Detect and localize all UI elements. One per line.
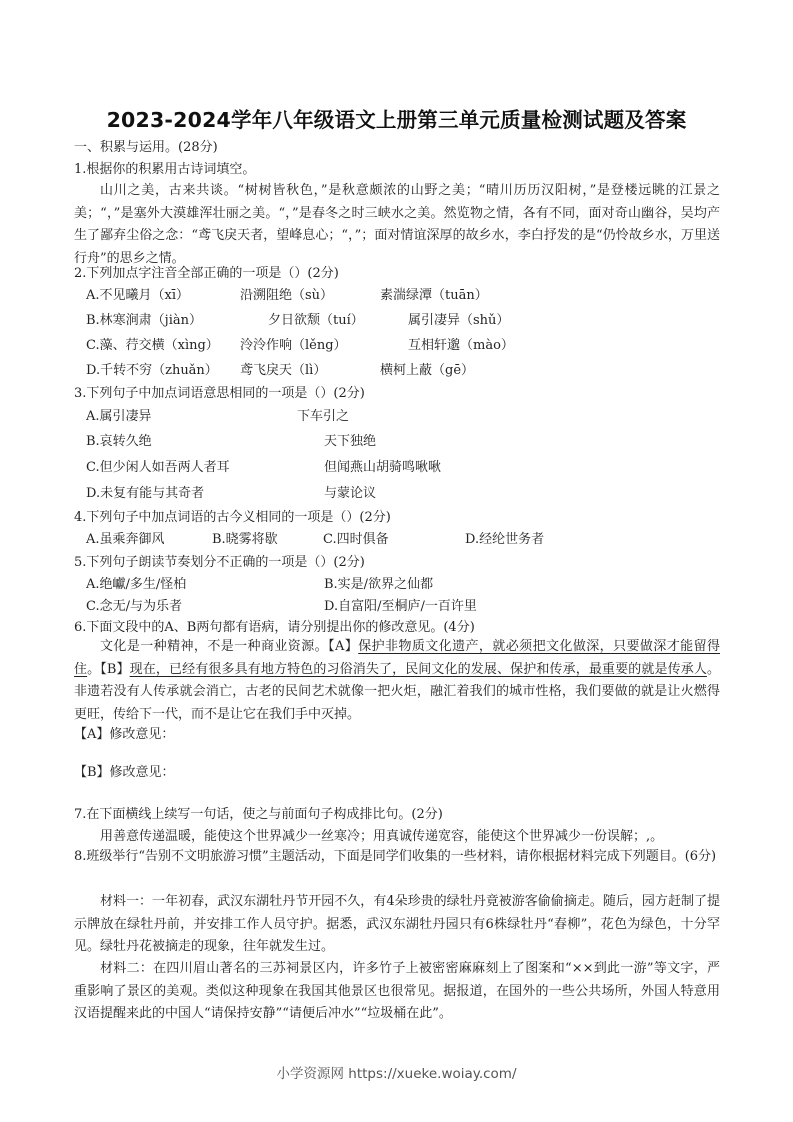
q2-option-b-3: 属引凄异（shǔ） bbox=[408, 313, 510, 328]
question-8-stem: 8.班级举行“告别不文明旅游习惯”主题活动，下面是同学们收集的一些材料，请你根据材料完成下列题目。(6分) bbox=[74, 849, 717, 864]
q5-option-c: C.念无/与为乐者 bbox=[86, 599, 182, 614]
q3-option-a-2: 下车引之 bbox=[297, 409, 350, 424]
q3-option-b-2: 天下独绝 bbox=[324, 434, 377, 449]
q2-option-c-2: 泠泠作响（lěng） bbox=[240, 338, 347, 353]
footer-watermark: 小学资源网 https://xueke.woiay.com/ bbox=[276, 1066, 517, 1082]
q2-option-d-3: 横柯上蔽（gē） bbox=[380, 363, 475, 378]
q3-option-d-1: D.未复有能与其奇者 bbox=[86, 486, 205, 501]
q2-option-a-3: 素湍绿潭（tuān） bbox=[380, 288, 488, 303]
q6-separator: 。 bbox=[87, 661, 101, 677]
question-1-passage: 山川之美，古来共谈。“树树皆秋色，”是秋意颇浓的山野之美；“晴川历历汉阳树，”是登楼远眺的江景之美；“，”是塞外大漠雄浑壮丽之美。“，”是春冬之时三峡水之美。然览物之情，各有不同，面对奇山幽谷，吴均产生了鄙弃尘俗之念：“鸢飞戾天者，望峰息心；“，”；面对情谊深厚的故乡水，李白抒发的是“仍怜故乡水，万里送行舟”的思乡之情。 bbox=[74, 183, 720, 266]
q2-option-b-2: 夕日欲颓（tuí） bbox=[268, 313, 364, 328]
q4-option-c: C.四时俱备 bbox=[323, 532, 389, 547]
question-4-stem: 4.下列句子中加点词语的古今义相同的一项是（）(2分) bbox=[74, 510, 391, 525]
q6-rest: 。非遗若没有人传承就会消亡，古老的民间艺术就像一把火炬，融汇着我们的城市性格，我们要做的就是让火燃得更旺，传给下一代，而不是让它在我们手中灭掉。 bbox=[74, 661, 720, 722]
question-7-sentence: 用善意传递温暖，能使这个世界减少一丝寒冷；用真诚传递宽容，能使这个世界减少一份误解；,。 bbox=[100, 829, 664, 844]
q8-material-2: 材料二：在四川眉山著名的三苏祠景区内，许多竹子上被密密麻麻刻上了图案和“××到此一游”等文字，严重影响了景区的美观。类似这种现象在我国其他景区也很常见。据报道，在国外的一些公共场所，外国人特意用汉语提醒来此的中国人“请保持安静”“请便后冲水”“垃圾桶在此”。 bbox=[74, 961, 720, 1021]
q6-sentence-a: 保护非物质文化遗产，就必须把文化做深，只要做深才能留得住 bbox=[74, 639, 720, 677]
q5-option-b: B.实是/欲界之仙都 bbox=[324, 577, 434, 592]
page-title: 2023-2024学年八年级语文上册第三单元质量检测试题及答案 bbox=[106, 108, 687, 132]
q6-label-b: 【B】 bbox=[100, 661, 130, 677]
q6-answer-a-label: 【A】修改意见： bbox=[74, 727, 175, 742]
q2-option-d-2: 鸢飞戾天（lì） bbox=[240, 363, 327, 378]
question-6-stem: 6.下面文段中的A、B两句都有语病，请分别提出你的修改意见。(4分) bbox=[74, 620, 475, 635]
q2-option-a-2: 沿溯阻绝（sù） bbox=[240, 288, 334, 303]
q8-material-1: 材料一：一年初春，武汉东湖牡丹节开园不久，有4朵珍贵的绿牡丹竟被游客偷偷摘走。随后，园方赶制了提示牌放在绿牡丹前，并安排工作人员守护。据悉，武汉东湖牡丹园只有6株绿牡丹“春柳”，花色为绿色，十分罕见。绿牡丹花被摘走的现象，往年就发生过。 bbox=[74, 894, 720, 954]
q4-option-a: A.虽乘奔御风 bbox=[86, 532, 165, 547]
question-1-stem: 1.根据你的积累用古诗词填空。 bbox=[74, 162, 256, 177]
q2-option-b-1: B.林寒涧肃（jiàn） bbox=[86, 313, 202, 328]
q2-option-a-1: A.不见曦月（xī） bbox=[86, 288, 190, 303]
q6-label-a: 【A】 bbox=[328, 639, 359, 654]
q2-option-c-1: C.藻、荇交横（xìng） bbox=[86, 338, 219, 353]
q3-option-c-2: 但闻燕山胡骑鸣啾啾 bbox=[324, 460, 442, 475]
q3-option-a-1: A.属引凄异 bbox=[86, 409, 152, 424]
question-2-stem: 2.下列加点字注音全部正确的一项是（）(2分) bbox=[74, 266, 339, 281]
q6-sentence-b: 现在，已经有很多具有地方特色的习俗消失了，民间文化的发展、保护和传承，最重要的就是传承人 bbox=[129, 661, 707, 677]
q2-option-c-3: 互相轩邈（mào） bbox=[408, 338, 514, 353]
q2-option-d-1: D.千转不穷（zhuǎn） bbox=[86, 363, 218, 378]
question-7-stem: 7.在下面横线上续写一句话，使之与前面句子构成排比句。(2分) bbox=[74, 807, 443, 822]
q3-option-c-1: C.但少闲人如吾两人者耳 bbox=[86, 460, 230, 475]
q4-option-d: D.经纶世务者 bbox=[465, 532, 545, 547]
section-heading: 一、积累与运用。(28分) bbox=[74, 140, 218, 155]
q5-option-d: D.自富阳/至桐庐/一百许里 bbox=[324, 599, 477, 614]
q5-option-a: A.绝巘/多生/怪柏 bbox=[86, 577, 187, 592]
question-5-stem: 5.下列句子朗读节奏划分不正确的一项是（）(2分) bbox=[74, 555, 365, 570]
q6-answer-b-label: 【B】修改意见： bbox=[74, 765, 175, 780]
q3-option-d-2: 与蒙论议 bbox=[324, 486, 377, 501]
q4-option-b: B.晓雾将歇 bbox=[212, 532, 278, 547]
question-3-stem: 3.下列句子中加点词语意思相同的一项是（）(2分) bbox=[74, 386, 365, 401]
question-6-passage bbox=[74, 636, 720, 726]
q6-intro: 文化是一种精神，不是一种商业资源。 bbox=[100, 639, 329, 654]
q3-option-b-1: B.哀转久绝 bbox=[86, 434, 152, 449]
